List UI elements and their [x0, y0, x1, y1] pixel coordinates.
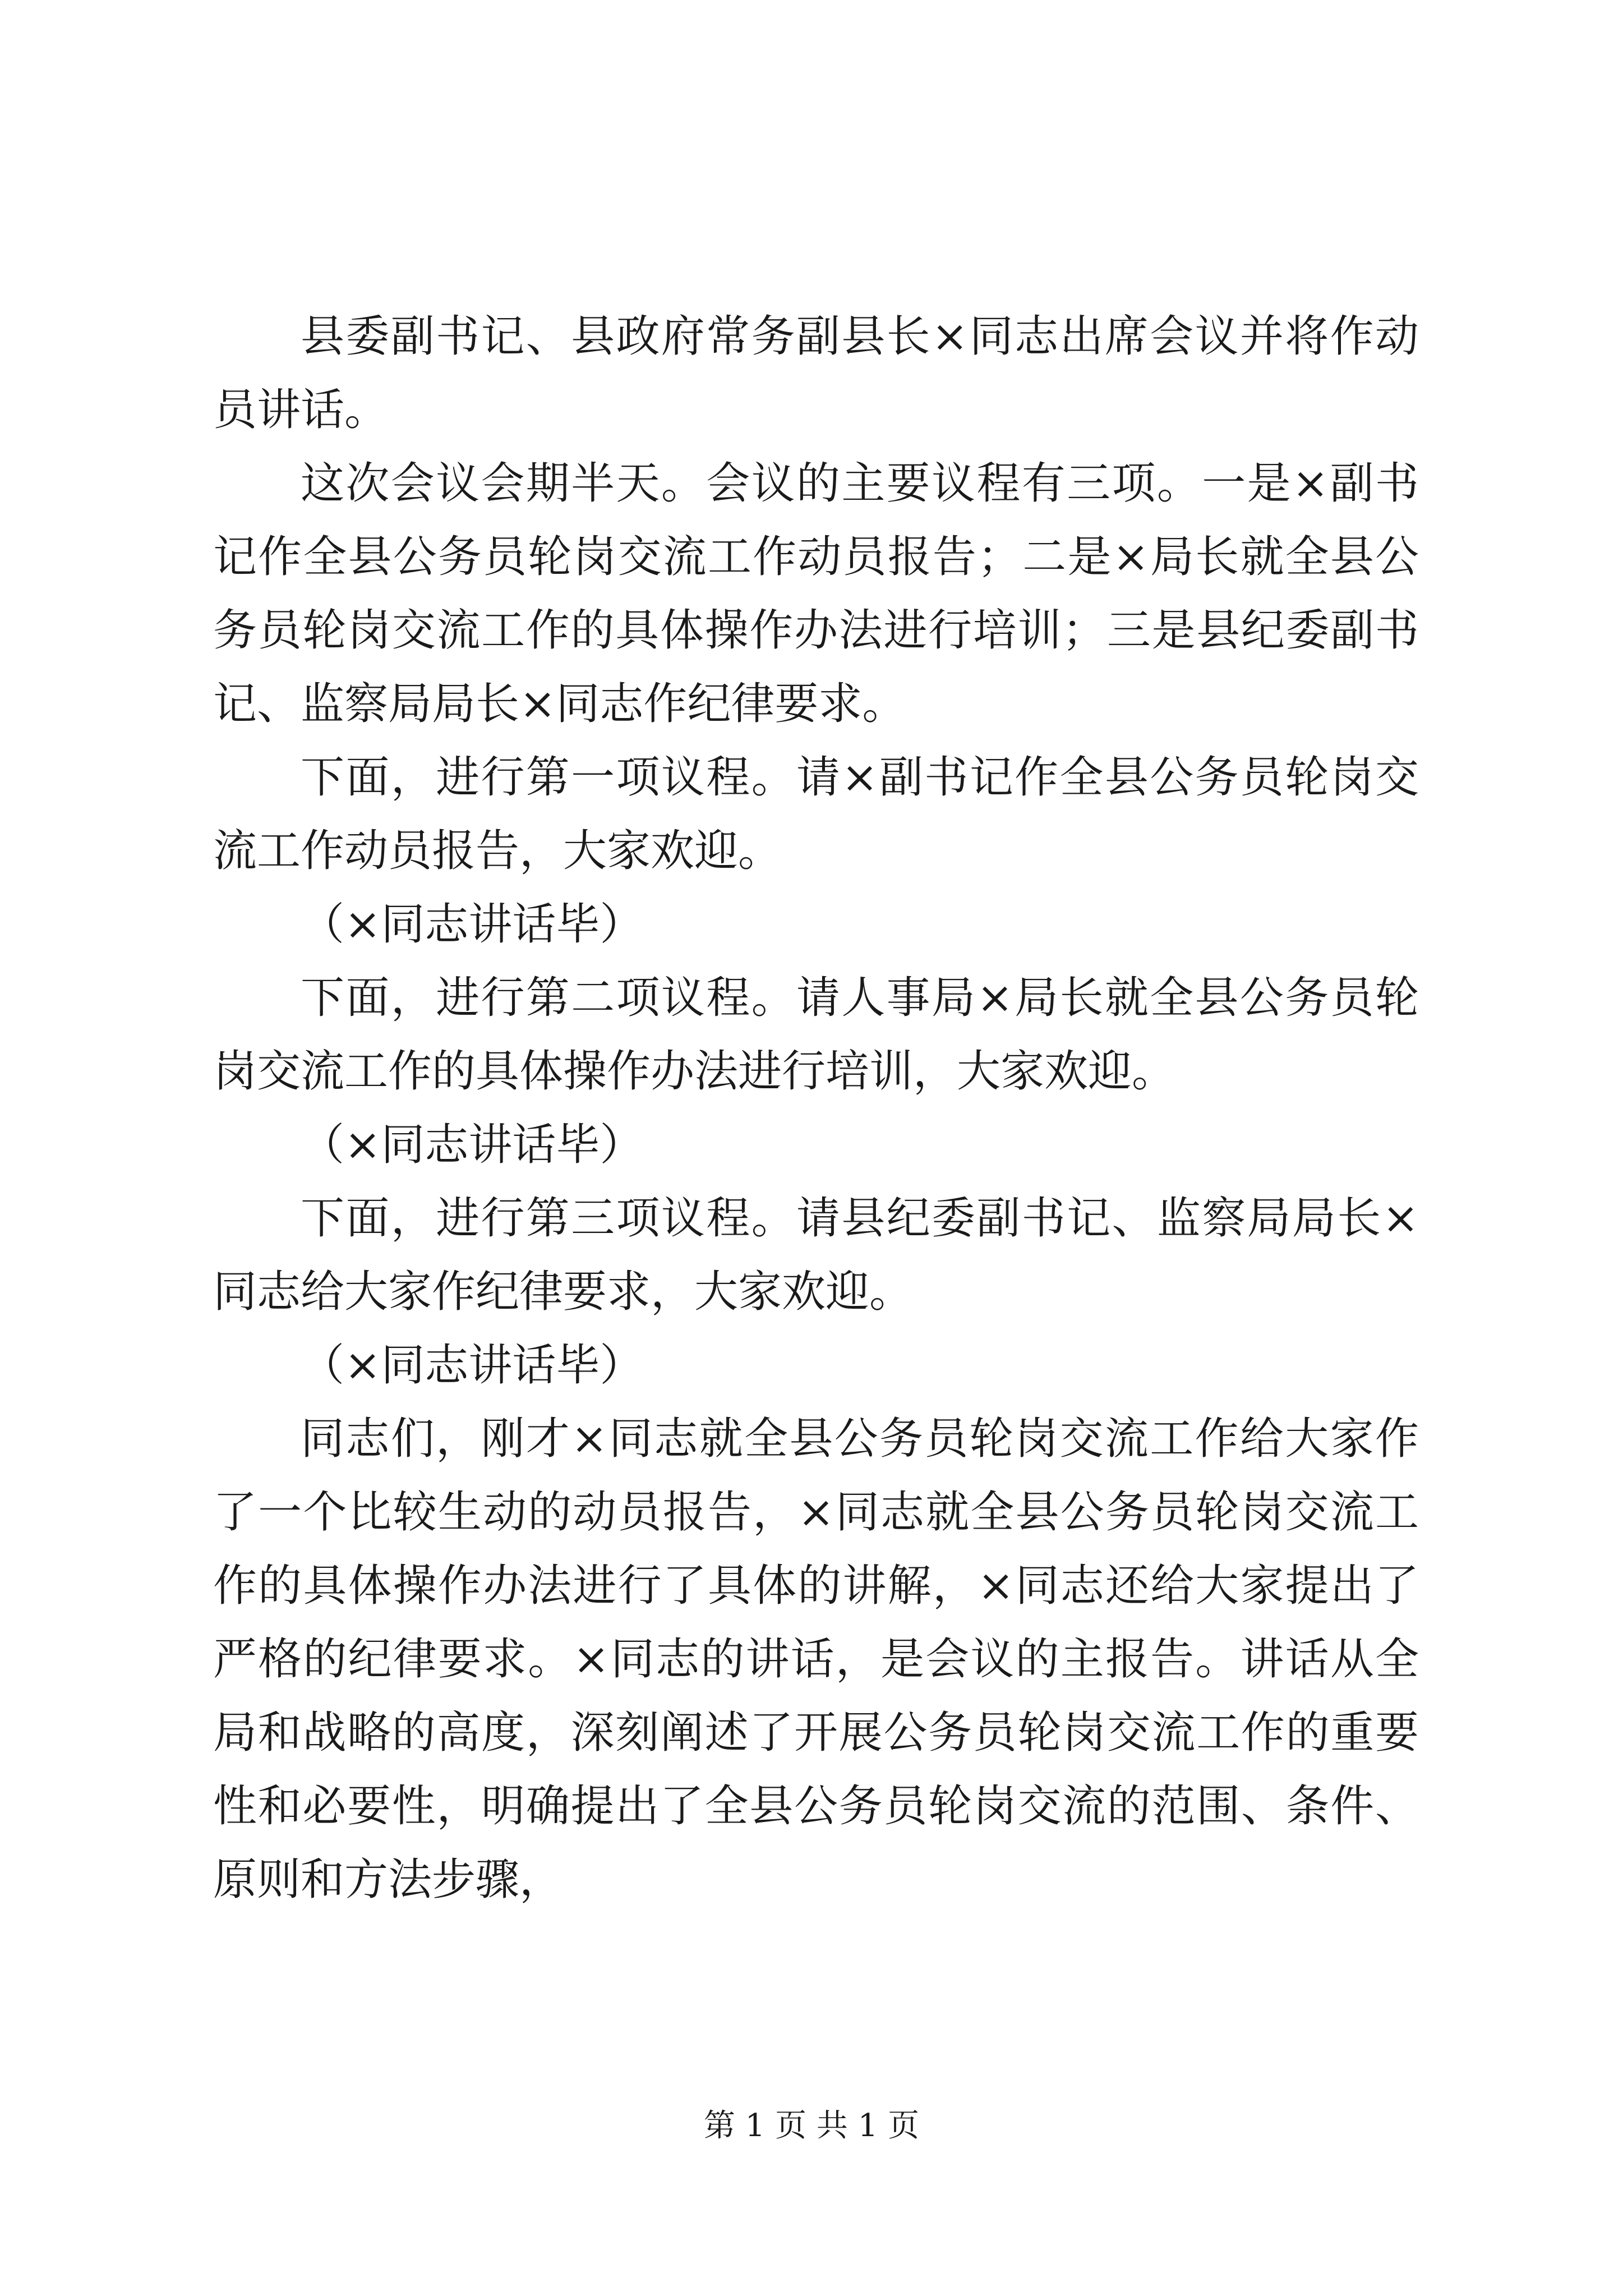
speech-end-note-2: （×同志讲话毕） [301, 1120, 644, 1170]
speech-end-note-3: （×同志讲话毕） [301, 1340, 644, 1391]
paragraph-attendance: 县委副书记、县政府常务副县长×同志出席会议并将作动员讲话。 [213, 311, 1419, 435]
page-footer: 第 1 页 共 1 页 [703, 2108, 920, 2144]
paragraph-item-one: 下面，进行第一项议程。请×副书记作全县公务员轮岗交流工作动员报告，大家欢迎。 [213, 752, 1419, 876]
paragraph-item-two: 下面，进行第二项议程。请人事局×局长就全县公务员轮岗交流工作的具体操作办法进行培训，大家欢迎。 [213, 973, 1419, 1097]
paragraph-item-three: 下面，进行第三项议程。请县纪委副书记、监察局局长×同志给大家作纪律要求，大家欢迎。 [213, 1193, 1419, 1317]
speech-end-note-1: （×同志讲话毕） [301, 899, 644, 950]
paragraph-summary: 同志们，刚才×同志就全县公务员轮岗交流工作给大家作了一个比较生动的动员报告，×同志就全县公务员轮岗交流工作的具体操作办法进行了具体的讲解，×同志还给大家提出了严格的纪律要求。×同志的讲话，是会议的主报告。讲话从全局和战略的高度，深刻阐述了开展公务员轮岗交流工作的重要性和必要性，明确提出了全县公务员轮岗交流的范围、条件、原则和方法步骤， [213, 1414, 1419, 1905]
paragraph-agenda: 这次会议会期半天。会议的主要议程有三项。一是×副书记作全县公务员轮岗交流工作动员报告；二是×局长就全县公务员轮岗交流工作的具体操作办法进行培训；三是县纪委副书记、监察局局长×同志作纪律要求。 [213, 458, 1419, 729]
document-body [213, 300, 1419, 1917]
